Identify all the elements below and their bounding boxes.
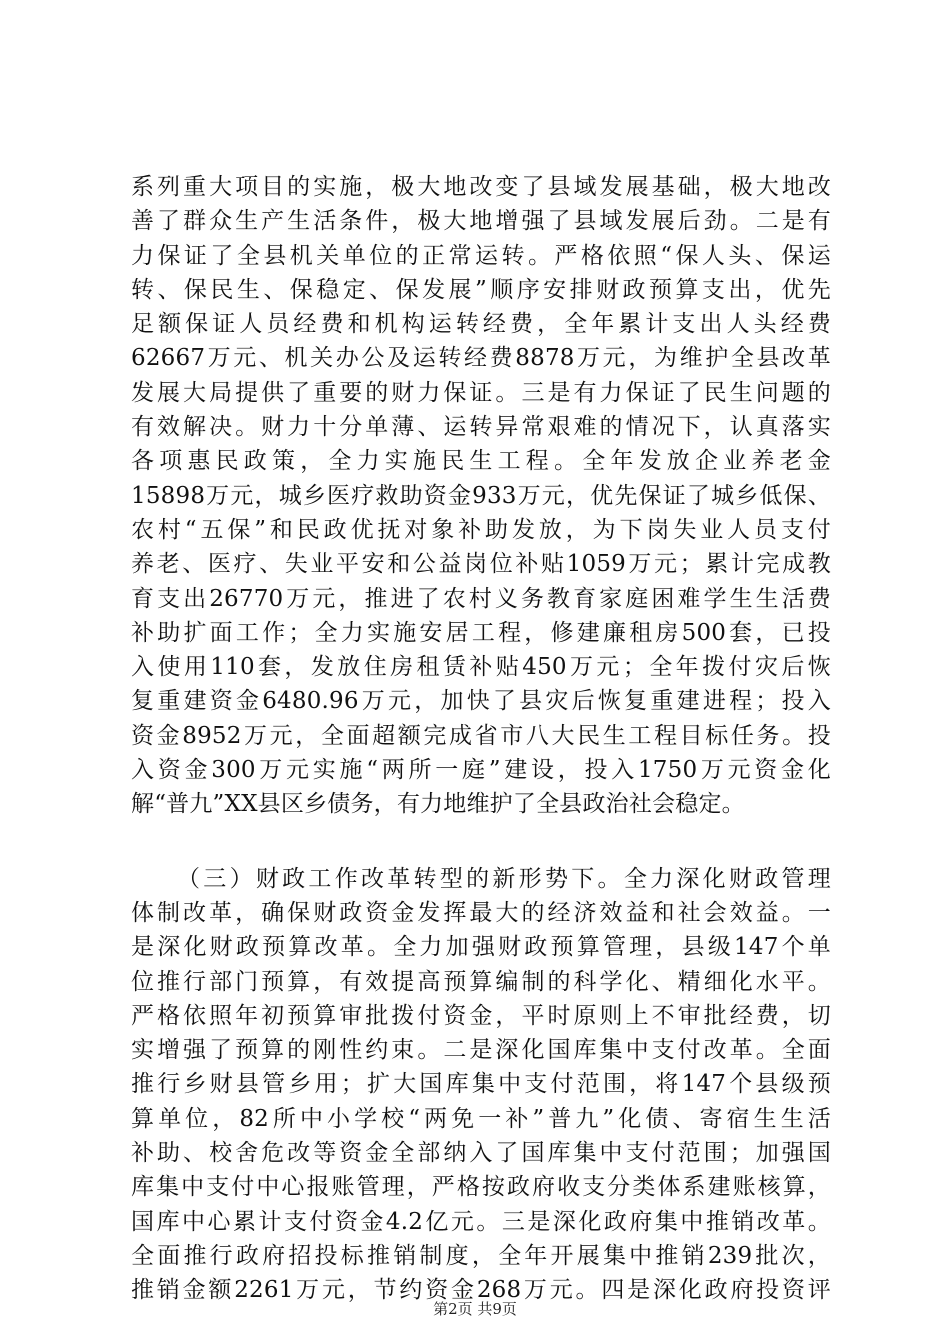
text-line: 全面推行政府招投标推销制度，全年开展集中推销239批次， [131, 1242, 831, 1269]
text-line: 补助扩面工作；全力实施安居工程，修建廉租房500套，已投 [131, 619, 831, 646]
text-line: 库集中支付中心报账管理，严格按政府收支分类体系建账核算， [131, 1174, 831, 1201]
paragraph-2 [131, 862, 831, 1308]
text-line: 62667万元、机关办公及运转经费8878万元，为维护全县改革 [131, 345, 831, 372]
text-line: 农村“五保”和民政优抚对象补助发放，为下岗失业人员支付 [131, 516, 831, 543]
text-line: 推销金额2261万元，节约资金268万元。四是深化政府投资评 [131, 1277, 831, 1304]
text-line: 位推行部门预算，有效提高预算编制的科学化、精细化水平。 [131, 968, 831, 995]
text-line: 解“普九”XX县区乡债务，有力地维护了全县政治社会稳定。 [131, 791, 745, 818]
text-line: 国库中心累计支付资金4.2亿元。三是深化政府集中推销改革。 [131, 1208, 831, 1235]
text-line: 善了群众生产生活条件，极大地增强了县域发展后劲。二是有 [131, 208, 831, 235]
text-line: 足额保证人员经费和机构运转经费，全年累计支出人头经费 [131, 311, 831, 338]
text-line: 15898万元，城乡医疗救助资金933万元，优先保证了城乡低保、 [131, 482, 831, 509]
text-line: 补助、校舍危改等资金全部纳入了国库集中支付范围；加强国 [131, 1140, 831, 1167]
text-line: （三）财政工作改革转型的新形势下。全力深化财政管理 [177, 865, 831, 892]
page-number: 第2页 共9页 [433, 1300, 517, 1318]
text-line: 严格依照年初预算审批拨付资金，平时原则上不审批经费，切 [131, 1002, 831, 1029]
paragraph-spacer [131, 822, 831, 862]
text-line: 算单位，82所中小学校“两免一补”普九”化债、寄宿生生活 [131, 1105, 831, 1132]
text-line: 系列重大项目的实施，极大地改变了县域发展基础，极大地改 [131, 174, 831, 200]
body-text [131, 170, 831, 1308]
text-line: 资金8952万元，全面超额完成省市八大民生工程目标任务。投 [131, 722, 831, 749]
text-line: 发展大局提供了重要的财力保证。三是有力保证了民生问题的 [131, 379, 831, 406]
paragraph-1 [131, 170, 831, 822]
text-line: 养老、医疗、失业平安和公益岗位补贴1059万元；累计完成教 [131, 551, 831, 578]
text-line: 入使用110套，发放住房租赁补贴450万元；全年拨付灾后恢 [131, 654, 831, 681]
text-line: 体制改革，确保财政资金发挥最大的经济效益和社会效益。一 [131, 899, 831, 926]
text-line: 各项惠民政策，全力实施民生工程。全年发放企业养老金 [131, 448, 831, 475]
text-line: 力保证了全县机关单位的正常运转。严格依照“保人头、保运 [131, 242, 831, 269]
text-line: 入资金300万元实施“两所一庭”建设，投入1750万元资金化 [131, 757, 831, 784]
text-line: 有效解决。财力十分单薄、运转异常艰难的情况下，认真落实 [131, 414, 831, 441]
text-line: 复重建资金6480.96万元，加快了县灾后恢复重建进程；投入 [131, 688, 831, 715]
text-line: 是深化财政预算改革。全力加强财政预算管理，县级147个单 [131, 934, 831, 961]
text-line: 推行乡财县管乡用；扩大国库集中支付范围，将147个县级预 [131, 1071, 831, 1098]
text-line: 转、保民生、保稳定、保发展”顺序安排财政预算支出，优先 [131, 276, 831, 303]
text-line: 育支出26770万元，推进了农村义务教育家庭困难学生生活费 [131, 585, 831, 612]
page-footer [0, 1298, 950, 1319]
text-line: 实增强了预算的刚性约束。二是深化国库集中支付改革。全面 [131, 1037, 831, 1064]
